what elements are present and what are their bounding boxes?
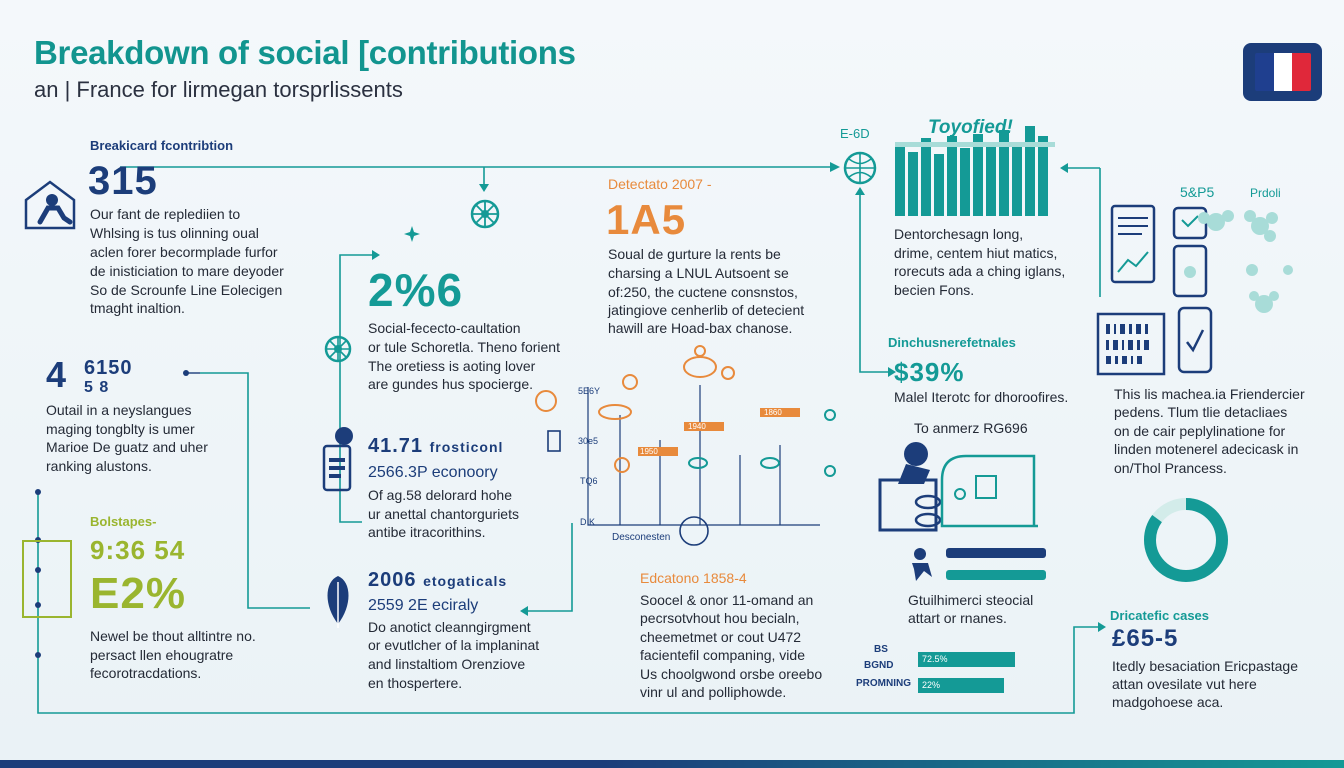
middle-block1-number: 1A5 [606, 196, 687, 243]
bar-label-1: BGND [864, 660, 894, 671]
document-chart-icon [1108, 202, 1158, 286]
left-block1-line-4: So de Scrounfe Line Eolecigen [90, 282, 283, 298]
status-bar-teal [946, 570, 1046, 580]
decorative-dots-icon [1190, 200, 1300, 320]
middle-block2-line-1: pecrsotvhout hou becialn, [640, 610, 800, 626]
right-top-line-0: Dentorchesagn long, [894, 226, 1024, 242]
smartphone-chart-icon [320, 424, 360, 494]
leaf-pen-icon [318, 572, 358, 632]
right-block2-line-0: Malel Iterotc for dhoroofires. [894, 389, 1069, 405]
donut-chart [1136, 490, 1236, 590]
right-block2-number: $39% [894, 357, 965, 387]
bar-label-0: BS [874, 644, 888, 655]
gear-icon [469, 198, 501, 230]
middle-block1-line-0: Soual de gurture la rents be [608, 246, 781, 262]
middle-block2-line-2: cheemetmet or cout U472 [640, 629, 802, 645]
middle-block1-line-1: charsing a LNUL Autsoent se [608, 265, 789, 281]
center-block2-line-1: ur anettal chantorguriets [368, 506, 519, 522]
right-block4-line-2: on de cair peplylinatione for [1114, 423, 1286, 439]
left-block1-line-3: de inisticiation to mare deyoder [90, 263, 284, 279]
center-block3-line-3: en thospertere. [368, 675, 463, 691]
center-block2-line-2: antibe itracorithins. [368, 524, 486, 540]
page-subtitle: an | France for lirmegan torsprlissents [34, 77, 403, 102]
left-block3-line-2: fecorotracdations. [90, 665, 202, 681]
france-flag-icon [1243, 43, 1322, 101]
bar-label-2: PROMNING [856, 678, 911, 689]
right-block3-label: To anmerz RG696 [914, 420, 1028, 436]
center-block2-line-0: Of ag.58 delorard hohe [368, 487, 512, 503]
chart-label-2: TQ6 [580, 476, 598, 486]
right-block4-line-4: on/Thol Prancess. [1114, 460, 1227, 476]
center-block3-number [368, 568, 507, 593]
middle-block1-line-3: jatingiove cenherlib of detecient [608, 302, 805, 318]
center-block1-line-1: or tule Schoretla. Theno forient [368, 339, 560, 355]
right-top-line-2: rorecuts ada a ching iglans, [894, 263, 1066, 279]
left-block2-line-3: ranking alustons. [46, 458, 152, 474]
phone-check-icon [1175, 306, 1215, 376]
bar-value-0: 72.5% [922, 654, 948, 664]
right-block3-line-0: Gtuilhimerci steocial [908, 592, 1034, 608]
right-banner: Toyofied! [928, 117, 1013, 138]
chart-label-0: 5E6Y [578, 386, 601, 396]
center-block1-number: 2%6 [368, 264, 464, 316]
center-block2-number [368, 434, 503, 459]
center-block3-line-0: Do anotict cleanngirgment [368, 619, 531, 635]
left-block1-number: 315 [88, 159, 158, 203]
right-block3-line-1: attart or rnanes. [908, 610, 1007, 626]
right-block2-label: Dinchusnerefetnales [888, 335, 1016, 350]
center-block3-line-1: or evutlcher of la implaninat [368, 637, 540, 653]
center-block3-sub: 2559 2E eciraly [368, 597, 479, 614]
page-title: Breakdown of social [contributions [34, 34, 576, 71]
middle-block1-line-2: of:250, the cuctene consnstos, [608, 284, 798, 300]
home-person-icon [22, 178, 78, 234]
center-block3-number-suffix: etogaticals [423, 573, 508, 589]
left-block2-number-main: 4 [46, 354, 68, 395]
bar-value-1: 22% [922, 680, 941, 690]
sparkle-icon [404, 226, 420, 242]
bottom-accent-bar [0, 760, 1344, 768]
desk-worker-icon [876, 440, 1056, 540]
lime-square-icon [22, 540, 72, 618]
center-block1-line-0: Social-fececto-caultation [368, 320, 521, 336]
center-block1-line-2: The oretiess is aoting lover [368, 358, 536, 374]
right-block5-line-2: madgohoese aca. [1112, 694, 1224, 710]
left-block2-line-2: Marioe De guatz and uher [46, 439, 208, 455]
left-block2-line-0: Outail in a neyslangues [46, 402, 192, 418]
left-block1-label: Breakicard fcontribtion [90, 138, 234, 153]
left-block3-number2: E2% [90, 569, 186, 618]
left-block1-line-5: tmaght inaltion. [90, 300, 185, 316]
left-block3-line-1: persact llen ehougratre [90, 647, 234, 663]
chart-tag-2: 1860 [764, 408, 782, 417]
left-block2-number-top: 6150 [84, 357, 133, 379]
middle-block2-line-4: Us choolgwond orsbe oreebo [640, 666, 823, 682]
decorative-lollipop-chart [560, 345, 840, 535]
left-block2-line-1: maging tongblty is umer [46, 421, 195, 437]
left-block1-line-2: aclen forer becormplade furfor [90, 244, 278, 260]
chart-tag-1: 1950 [640, 447, 658, 456]
chart-label-1: 30e5 [578, 436, 599, 446]
center-block3-number-value: 2006 [368, 569, 417, 591]
icons-label: 5&P5 [1180, 184, 1215, 200]
middle-block2-line-5: vinr ul and polliphowde. [640, 684, 787, 700]
person-icon [906, 547, 938, 583]
right-block4-line-1: pedens. Tlum tlie detacliaes [1114, 404, 1288, 420]
right-block5-number: £65-5 [1112, 625, 1179, 652]
right-top-line-1: drime, centem hiut matics, [894, 245, 1058, 261]
globe-icon [843, 151, 877, 185]
right-block4-line-3: linden motenerel adecicask in [1114, 441, 1299, 457]
status-bar-navy [946, 548, 1046, 558]
icons-label-2: Prdoli [1250, 186, 1281, 200]
center-block2-sub: 2566.3P econoory [368, 464, 498, 481]
left-block2-number-bottom: 5 8 [84, 379, 110, 396]
middle-block2-line-0: Soocel & onor 11-omand an [640, 592, 814, 608]
chart-label-3: D K [580, 517, 596, 527]
left-block3-label: Bolstapes- [90, 514, 157, 529]
center-block1-line-3: are gundes hus spocierge. [368, 376, 533, 392]
right-top-line-3: becien Fons. [894, 282, 975, 298]
left-block1-line-1: Whlsing is tus olinning oual [90, 225, 259, 241]
middle-block2-line-3: facientefil companing, vide [640, 647, 805, 663]
chart-tag-0: 1940 [688, 422, 706, 431]
center-block2-number-value: 41.71 [368, 435, 424, 457]
middle-block1-label: Detectato 2007 - [608, 176, 712, 192]
center-block2-number-suffix: frosticonl [429, 439, 504, 455]
chart-footer-label: Desconesten [612, 532, 671, 543]
center-block3-line-2: and linstaltiom Orenziove [368, 656, 526, 672]
right-top-caption: E-6D [840, 126, 870, 141]
middle-block2-label: Edcatono 1858-4 [640, 570, 747, 586]
left-block3-number1: 9:36 54 [90, 535, 186, 565]
right-block5-line-1: attan ovesilate vut here [1112, 676, 1257, 692]
right-block5-label: Dricatefic cases [1110, 608, 1210, 623]
gear-icon-small [323, 334, 353, 364]
right-block4-line-0: This lis machea.ia Friendercier [1114, 386, 1305, 402]
right-block5-line-0: Itedly besaciation Ericpastage [1112, 658, 1298, 674]
left-block3-line-0: Newel be thout alltintre no. [90, 628, 256, 644]
left-block1-line-0: Our fant de replediien to [90, 206, 241, 222]
barcode-icon [1096, 312, 1172, 382]
middle-block1-line-4: hawill are Hoad-bax chanose. [608, 320, 793, 336]
